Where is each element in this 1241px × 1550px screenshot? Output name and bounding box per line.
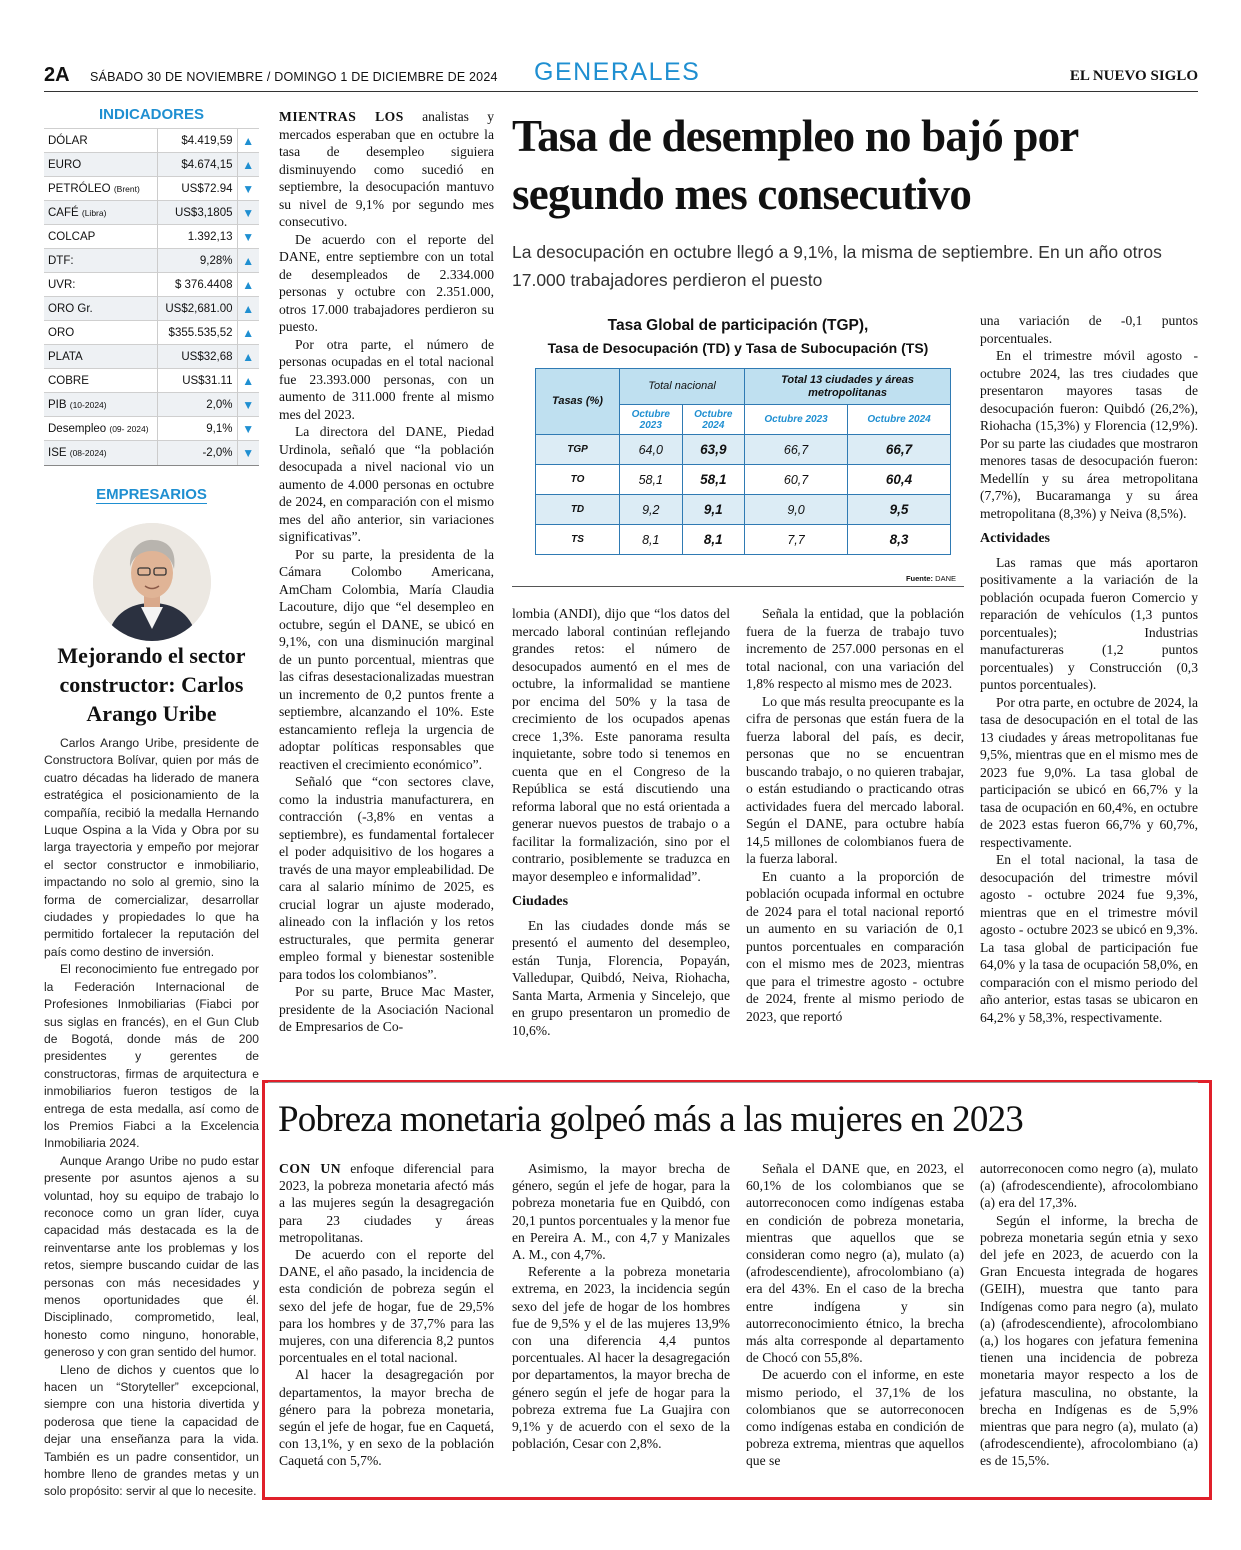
trend-up-icon: ▲ [237,273,259,297]
table-cell [848,465,951,495]
paragraph: Las ramas que más aportaron positivamente a la variación de la población ocupada fueron Comercio y reparación de vehículos (1,3 puntos porcentuales); Industrias manufactureras (1,2 puntos porcentuales) y Construcción (0,3 puntos porcentuales). [980,554,1198,692]
paragraph: De acuerdo con el reporte del DANE, el año pasado, la incidencia de esta condición de pobreza según el sexo del jefe de hogar, fue de 29,5% para los hombres y de 37,7% para las mujeres, con una diferencia 8,2 puntos porcentuales en el total nacional. [279,1247,494,1366]
table-row-label: TS [536,525,620,555]
indicator-name: COBRE [48,374,89,387]
indicator-row [44,441,259,465]
section-title: GENERALES [534,58,701,86]
paragraph: CON UN enfoque diferencial para 2023, la pobreza monetaria afectó más a las mujeres según la desagregación para 23 ciudades y áreas metropolitanas. [279,1161,494,1245]
table-row [536,495,951,525]
indicator-name: CAFÉ [48,206,79,219]
table-cell-value: 66,7 [885,442,913,457]
paragraph: una variación de -0,1 puntos porcentuales. [980,313,1198,346]
indicator-row [44,201,259,225]
paragraph: lombia (ANDI), dijo que “los datos del mercado laboral continúan reflejando grandes retos: el número de desocupados aumentó en el mes de octubre, la informalidad se mantiene por encima del 50% y la tasa de crecimiento de los ocupados apenas crece 1,3%. Este panorama resulta inquietante, sobre todo si tenemos en cuenta que en el Congreso de la República se está discutiendo una reforma laboral que no está orientada a generar nuevos puestos de trabajo o a facilitar la formalización, sino por el contrario, posiblemente se traduzca en mayor desempleo e informalidad”. [512,606,730,884]
indicator-name: DÓLAR [48,134,88,147]
paragraph: De acuerdo con el reporte del DANE, entre septiembre con un total de desempleados de 2.334.000 personas y octubre con 2.351.000, otros 17.000 trabajadores perdieron su puesto. [279,231,494,334]
indicator-row [44,249,259,273]
indicator-row [44,321,259,345]
empresarios-body [44,735,259,1501]
table-col-header: Octubre 2023 [620,405,683,435]
indicator-label-cell [44,201,158,225]
subheading: Ciudades [512,894,569,909]
article-column-2 [512,605,730,1039]
table-cell [682,495,745,525]
indicator-value: $4.419,59 [158,129,237,153]
indicator-label-cell [44,345,158,369]
paragraph: MIENTRAS LOS analistas y mercados esperaban que en octubre la tasa de desempleo siguiera disminuyendo como sucedió en septiembre, la desocupación mantuvo su nivel de 9,1% por segundo mes consecutivo. [279,109,494,229]
table-cell: 7,7 [745,525,848,555]
table-row-label: TGP [536,435,620,465]
table-row [536,435,951,465]
indicator-period: (08-2024) [69,447,107,458]
indicators-title: INDICADORES [98,106,204,123]
trend-down-icon: ▼ [237,417,259,441]
trend-up-icon: ▲ [237,153,259,177]
indicator-label-cell [44,273,158,297]
box-column-2 [512,1160,730,1452]
indicator-value: $ 376.4408 [158,273,237,297]
poverty-headline: Pobreza monetaria golpeó más a las mujeres en 2023 [278,1099,1023,1140]
indicator-name: ORO Gr. [48,302,93,315]
paragraph: Señaló que “con sectores clave, como la industria manufacturera, en contracción (-3,8% en ventas a septiembre), es fundamental fortalecer el poder adquisitivo de los hogares a través de una mayor empleabilidad. De cara al salario mínimo de 2025, es crucial lograr un ajuste moderado, alineado con la inflación y los retos estructurales, que permita generar empleo formal y bienestar sostenible para todos los colombianos”. [279,774,494,982]
edition-date: SÁBADO 30 DE NOVIEMBRE / DOMINGO 1 DE DICIEMBRE DE 2024 [90,70,498,84]
table-cell: 58,1 [620,465,683,495]
table-group-header: Total nacional [620,369,745,405]
paragraph: La directora del DANE, Piedad Urdinola, señaló que “la población desocupada a nivel nacional vio un aumento de 4.000 personas en octubre de 2024, en comparación con el mismo mes del año anterior, sin variaciones significativas”. [279,424,494,544]
indicator-label-cell [44,297,158,321]
indicator-label-cell [44,249,158,273]
indicator-name: Desempleo [48,422,107,435]
indicator-name: ISE [48,446,67,459]
indicator-row [44,129,259,153]
paragraph: Por otra parte, el número de personas ocupadas en el total nacional fue 23.393.000 personas, con un aumento de 311.000 frente al mismo mes del 2023. [279,336,494,422]
table-title: Tasa Global de participación (TGP), [607,317,869,334]
paragraph: Señala la entidad, que la población fuera de la fuerza de trabajo tuvo incremento de 257.000 personas en el total nacional, con una variación del 1,8% respecto al mismo mes de 2023. [746,606,964,691]
indicator-row [44,369,259,393]
lead-in: MIENTRAS LOS [279,109,404,124]
indicator-name: DTF: [48,254,74,267]
indicator-name: EURO [48,158,82,171]
indicator-value: -2,0% [158,441,237,465]
trend-down-icon: ▼ [237,393,259,417]
table-cell: 66,7 [745,435,848,465]
table-corner-header: Tasas (%) [536,369,620,435]
indicator-row [44,177,259,201]
indicator-name: ORO [48,326,75,339]
trend-up-icon: ▲ [237,249,259,273]
paragraph: Señala el DANE que, en 2023, el 60,1% de los colombianos que se autorreconocen como indígenas estaba en condición de pobreza monetaria, mientras que aquellos que se consideran como negro (a), mulato (a) (afrodescendiente), afrocolombiano (a) era del 43%. En el caso de la brecha entre indígena y sin autorreconocimiento étnico, la brecha más alta corresponde al departamento de Chocó con 55,8%. [746,1161,964,1366]
indicator-period: (10-2024) [69,399,107,410]
indicator-label-cell [44,129,158,153]
box-column-4 [980,1160,1198,1470]
indicator-value: US$72.94 [158,177,237,201]
page-number: 2A [44,64,70,86]
paragraph: El reconocimiento fue entregado por la Federación Internacional de Profesiones Inmobiliarias (Fiabci por sus siglas en francés), en el Gun Club de Bogotá, donde más de 200 presidentes y gerentes de constructoras, firmas de arquitectura e inmobiliarios fueron testigos de la entrega de esta medalla, así como de los Premios Fiabci a la Excelencia Inmobiliaria 2024. [44,962,259,1151]
table-source: Fuente: DANE [905,574,956,583]
indicator-name: PLATA [48,350,83,363]
article-headline: Tasa de desempleo no bajó por segundo mes consecutivo [512,111,1078,219]
trend-down-icon: ▼ [237,201,259,225]
paragraph: autorreconocen como negro (a), mulato (a) (afrodescendiente), afrocolombiano (a) era del 17,3%. [980,1161,1198,1211]
trend-up-icon: ▲ [237,345,259,369]
indicator-label-cell [44,369,158,393]
indicator-name: UVR: [48,278,76,291]
indicator-value: $355.535,52 [158,321,237,345]
table-group-header: Total 13 ciudades y áreas metropolitanas [745,369,951,405]
page-header [44,58,1198,92]
paragraph: Por su parte, Bruce Mac Master, presidente de la Asociación Nacional de Empresarios de Co- [279,984,494,1034]
paragraph: Carlos Arango Uribe, presidente de Constructora Bolívar, quien por más de cuatro décadas ha liderado de manera estratégica el posicionamiento de la compañía, recibió la medalla Hernando Luque Ospina a la Vida y Obra por su larga trayectoria y empeño por mejorar el sector constructor e inmobiliario, impactando no solo al gremio, sino la forma de comercializar, desarrollar ciudades y propiedades lo que ha permitido fortalecer la reputación del país como destino de inversión. [44,736,259,959]
table-col-header: Octubre 2023 [745,405,848,435]
table-subtitle: Tasa de Desocupación (TD) y Tasa de Subocupación (TS) [547,340,929,356]
subheading: Actividades [980,531,1050,546]
paragraph: En el trimestre móvil agosto - octubre 2024, las tres ciudades que presentaron mayores tasas de desocupación fueron: Quibdó (26,2%), Riohacha (15,3%) y Florencia (12,9%). Por su parte las ciudades que mostraron menores tasas de desocupación fueron: Medellín y su área metropolitana (7,7%), Bucaramanga y su área metropolitana (8,3%) y Neiva (8,5%). [980,348,1198,521]
table-cell-value: 60,4 [885,472,913,487]
table-cell-value: 63,9 [700,442,727,457]
paragraph: Al hacer la desagregación por departamentos, la mayor brecha de género para la pobreza monetaria, según el jefe de hogar, fue en Caquetá, con 13,1%, y en sexo de la población Caquetá con 5,7%. [279,1367,494,1469]
lead-in: CON UN [279,1161,342,1176]
indicator-value: $4.674,15 [158,153,237,177]
box-column-3 [746,1160,964,1470]
rates-table-figure [512,315,964,587]
paragraph: Por otra parte, en octubre de 2024, la tasa de desocupación en el total de las 13 ciudades y áreas metropolitanas fue 9,5%, mientras que en el mismo mes de 2023 fue 9,0%. La tasa global de participación se ubicó en 66,7% y la tasa de ocupación en 60,4%, en octubre de 2023 estas fueron 66,7% y 60,7%, respectivamente. [980,694,1198,850]
paragraph: Asimismo, la mayor brecha de género, según el jefe de hogar, para la pobreza monetaria fue en Quibdó, con 20,1 puntos porcentuales y la menor fue en Pereira A. M., con 4,7 y Manizales A. M., con 4,7%. [512,1161,730,1263]
table-cell-value: 9,5 [889,502,909,517]
article-column-3 [746,605,964,1025]
table-row [536,525,951,555]
table-cell [682,465,745,495]
paragraph: En cuanto a la proporción de población ocupada informal en octubre de 2024 para el total nacional reportó un aumento en su variación de 0,1 puntos porcentuales en comparación con el mismo mes de 2023, mientras que para el trimestre agosto - octubre de 2024, frente al mismo periodo de 2023, que reportó [746,868,964,1024]
paragraph: Lo que más resulta preocupante es la cifra de personas que están fuera de la fuerza laboral del país, es decir, personas que no se encuentran buscando trabajo, o no quieren trabajar, o están estudiando o practicando otras actividades fuera del mercado laboral. Según el DANE, para octubre había 14,5 millones de colombianos fuera de la fuerza laboral. [746,693,964,866]
indicator-period: (Libra) [81,207,107,218]
table-cell [682,525,745,555]
table-cell-value: 58,1 [700,472,727,487]
indicator-value: US$3,1805 [158,201,237,225]
table-cell-value: 9,1 [703,502,723,517]
indicator-row [44,297,259,321]
article-subtitle: La desocupación en octubre llegó a 9,1%, la misma de septiembre. En un año otros 17.000 trabajadores perdieron el puesto [512,242,1162,290]
empresarios-title: EMPRESARIOS [96,486,207,503]
table-cell-value: 8,1 [703,532,723,547]
indicator-value: 9,28% [158,249,237,273]
indicator-row [44,273,259,297]
indicator-label-cell [44,177,158,201]
article-column-4 [980,312,1198,1026]
rates-table [535,368,951,555]
trend-up-icon: ▲ [237,129,259,153]
indicators-divider [44,465,259,466]
table-cell: 9,0 [745,495,848,525]
table-col-header: Octubre 2024 [848,405,951,435]
paragraph: De acuerdo con el informe, en este mismo periodo, el 37,1% de los colombianos que se autorreconocen como indígenas estaba en condición de pobreza extrema, mientras que aquellos que se [746,1367,964,1469]
indicator-row [44,417,259,441]
indicator-period: (Brent) [113,183,140,194]
portrait-photo [93,523,211,641]
newspaper-logo: EL NUEVO SIGLO [1069,68,1198,84]
table-row-label: TD [536,495,620,525]
trend-up-icon: ▲ [237,369,259,393]
indicator-value: US$2,681.00 [158,297,237,321]
indicator-value: 9,1% [158,417,237,441]
box-top-rule [268,1082,1198,1083]
box-column-1 [279,1160,494,1470]
indicator-row [44,345,259,369]
indicator-row [44,153,259,177]
indicator-row [44,225,259,249]
table-row-label: TO [536,465,620,495]
paragraph: Según el informe, la brecha de pobreza monetaria según etnia y sexo del jefe en 2023, de acuerdo con la Gran Encuesta integrada de hogares (GEIH), muestra que tanto para Indígenas como para negro (a), mulato (a) (afrodescendiente), afrocolombiano (a,) los hogares con jefatura femenina tienen una incidencia de pobreza monetaria mayor respecto a los de jefatura masculina, no obstante, la brecha en Indígenas es de 5,9% mientras que para negro (a), mulato (a) (afrodescendiente), afrocolombiano (a) es de 15,5%. [980,1212,1198,1469]
table-cell [848,435,951,465]
indicator-name: COLCAP [48,230,96,243]
table-cell [848,525,951,555]
indicator-row [44,393,259,417]
indicator-label-cell [44,393,158,417]
indicator-value: US$31.11 [158,369,237,393]
indicator-label-cell [44,153,158,177]
table-cell [682,435,745,465]
table-cell: 64,0 [620,435,683,465]
indicator-value: US$32,68 [158,345,237,369]
trend-down-icon: ▼ [237,177,259,201]
indicator-value: 1.392,13 [158,225,237,249]
indicators-table [44,128,259,465]
trend-down-icon: ▼ [237,225,259,249]
indicator-label-cell [44,321,158,345]
table-cell: 9,2 [620,495,683,525]
table-col-header: Octubre 2024 [682,405,745,435]
paragraph: En el total nacional, la tasa de desocupación del trimestre móvil agosto - octubre 2024 fue 9,3%, mientras que en el trimestre móvil agosto - octubre 2023 se ubicó en 9,3%. La tasa global de participación fue 64,0% y la tasa de ocupación 58,0%, en comparación con el mismo periodo del año anterior, estas tasas se ubicaron en 64,2% y 58,3%, respectivamente. [980,852,1198,1025]
indicator-value: 2,0% [158,393,237,417]
indicator-name: PIB [48,398,67,411]
table-cell-value: 8,3 [889,532,909,547]
paragraph: Aunque Arango Uribe no pudo estar presente por asuntos ajenos a su voluntad, hoy su equipo de trabajo lo reconoce como un gran líder, cuya capacidad más destacada es la de reinventarse ante los problemas y los retos, siempre buscando cuidar de las personas con más necesidades y menos oportunidades que él. Disciplinado, comprometido, leal, honesto como ninguno, honorable, generoso y con gran sentido del humor. [44,1153,259,1360]
trend-down-icon: ▼ [237,441,259,465]
paragraph: Referente a la pobreza monetaria extrema, en 2023, la incidencia según sexo del jefe de hogar de los hombres fue de 9,5% y el de las mujeres 13,9% con una diferencia 4,4 puntos porcentuales. Al hacer la desagregación por departamentos, la mayor brecha de género según el jefe de hogar para la pobreza extrema fue La Guajira con 9,1% y de acuerdo con el sexo de la población, Cesar con 2,8%. [512,1264,730,1452]
indicator-label-cell [44,225,158,249]
table-cell: 60,7 [745,465,848,495]
paragraph: En las ciudades donde más se presentó el aumento del desempleo, están Tunja, Florencia, Popayán, Valledupar, Quibdó, Neiva, Riohacha, Santa Marta, Armenia y Sincelejo, que en grupo presentaron un promedio de 10,6%. [512,917,730,1038]
empresarios-headline: Mejorando el sector constructor: Carlos Arango Uribe [57,643,246,726]
table-cell [848,495,951,525]
paragraph: Por su parte, la presidenta de la Cámara Colombo Americana, AmCham Colombia, María Claudia Lacouture, dijo que “el desempleo en octubre, según el DANE, se ubicó en 9,1%, con una disminución marginal de un punto porcentual, mientras que las cifras desestacionalizadas muestran un incremento de 0,2 puntos frente a septiembre, alcanzando el 10%. Este estancamiento refleja la urgencia de adoptar políticas responsables que reactiven el crecimiento económico”. [279,546,494,772]
trend-up-icon: ▲ [237,297,259,321]
table-row [536,465,951,495]
indicator-name: PETRÓLEO [48,182,111,195]
article-column-1 [279,108,494,1036]
indicator-label-cell [44,441,158,465]
indicator-period: (09- 2024) [109,423,149,434]
paragraph: Lleno de dichos y cuentos que lo hacen un “Storyteller” excepcional, siempre con una historia divertida y poderosa que tiene la capacidad de dejar una enseñanza para la vida. También es un padre consentidor, un hombre lleno de grandes metas y un solo propósito: servir al que lo necesite. [44,1362,259,1499]
trend-up-icon: ▲ [237,321,259,345]
table-cell: 8,1 [620,525,683,555]
indicator-label-cell [44,417,158,441]
